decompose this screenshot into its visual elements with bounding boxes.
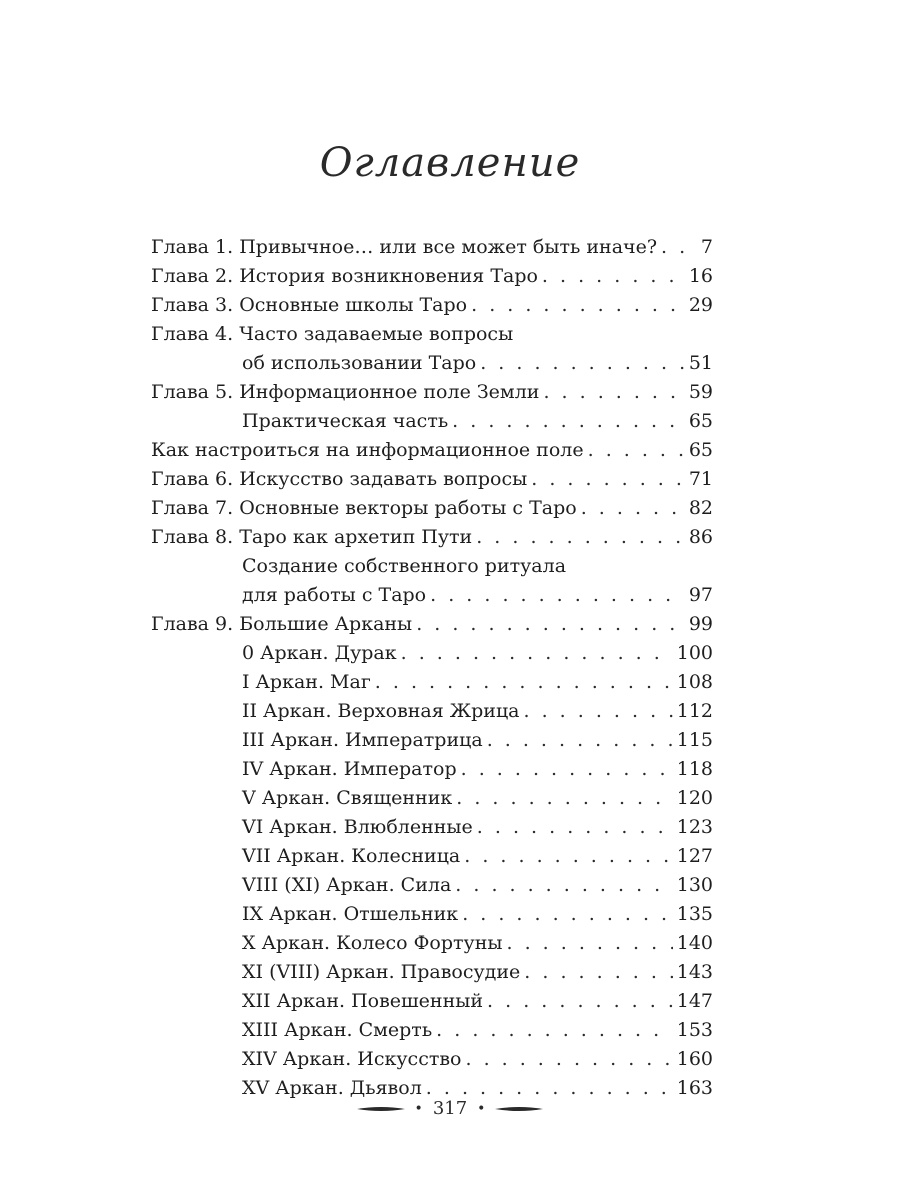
toc-entry-page: 130 [676,874,713,896]
page-title: Оглавление [319,140,581,186]
dot-leader [487,987,673,1016]
bullet-icon: • [414,1100,423,1117]
toc-entry-title: XV Аркан. Дьявол [242,1077,422,1099]
toc-entry-page: 112 [676,700,713,722]
toc-entry [151,871,713,900]
page-number: 317 [432,1098,468,1119]
toc-entry [151,552,713,581]
bullet-icon: • [477,1100,486,1117]
dot-leader [401,639,673,668]
dot-leader [507,929,673,958]
dot-leader [480,349,685,378]
toc-entry [151,581,713,610]
toc-entry-title: X Аркан. Колесо Фортуны [242,932,503,954]
toc-entry [151,639,713,668]
toc-entry-page: 86 [688,526,713,548]
toc-entry-title: Глава 2. История возникновения Таро [151,265,538,287]
toc-entry-page: 143 [676,961,713,983]
toc-entry [151,813,713,842]
toc-entry-title: Глава 1. Привычное… или все может быть иначе? [151,236,658,258]
dot-leader [543,378,684,407]
toc-entry-page: 65 [688,410,713,432]
toc-entry-page: 153 [676,1019,713,1041]
dot-leader [524,697,673,726]
toc-entry [151,900,713,929]
dot-leader [531,465,685,494]
toc-entry-title: для работы с Таро [242,584,427,606]
toc-entry-title: II Аркан. Верховная Жрица [242,700,520,722]
toc-entry [151,378,713,407]
toc-entry [151,465,713,494]
toc-entry-page: 97 [688,584,713,606]
dot-leader [430,581,685,610]
toc-entry-title: XII Аркан. Повешенный [242,990,484,1012]
toc-entry [151,320,713,349]
toc-entry [151,291,713,320]
dot-leader [661,233,697,262]
toc-entry-title: Глава 4. Часто задаваемые вопросы [151,323,514,345]
toc-entry-page: 16 [688,265,713,287]
toc-entry-page: 71 [688,468,713,490]
toc-entry-page: 7 [700,236,713,258]
toc-entry-title: IV Аркан. Император [242,758,457,780]
toc-entry [151,494,713,523]
toc-entry-title: V Аркан. Священник [242,787,453,809]
toc-entry-page: 118 [676,758,713,780]
toc-entry [151,987,713,1016]
toc-entry-page: 59 [688,381,713,403]
toc-entry-page: 127 [676,845,713,867]
toc-entry [151,262,713,291]
toc-entry-title: XI (VIII) Аркан. Правосудие [242,961,521,983]
dot-leader [581,494,685,523]
toc-entry [151,697,713,726]
dot-leader [464,842,672,871]
page-footer [0,1098,900,1119]
toc-entry-page: 29 [688,294,713,316]
toc-entry-page: 160 [676,1048,713,1070]
toc-entry [151,523,713,552]
toc-entry [151,726,713,755]
toc-entry-title: Создание собственного ритуала [242,555,567,577]
toc-entry [151,436,713,465]
toc-entry-page: 100 [676,642,713,664]
toc-entry-title: Глава 6. Искусство задавать вопросы [151,468,528,490]
toc-entry-title: Глава 7. Основные векторы работы с Таро [151,497,577,519]
dot-leader [452,407,685,436]
toc-entry [151,233,713,262]
toc-entry [151,929,713,958]
dot-leader [456,784,672,813]
toc-entry-title: Как настроиться на информационное поле [151,439,584,461]
toc-entry-page: 163 [676,1077,713,1099]
toc-entry-title: XIV Аркан. Искусство [242,1048,462,1070]
toc-entry-page: 108 [676,671,713,693]
toc-entry-title: 0 Аркан. Дурак [242,642,397,664]
dot-leader [461,755,673,784]
toc-entry [151,407,713,436]
toc-entry-title: Глава 5. Информационное поле Земли [151,381,540,403]
toc-entry [151,755,713,784]
dot-leader [375,668,673,697]
dot-leader [476,523,685,552]
toc-entry-title: Глава 8. Таро как архетип Пути [151,526,473,548]
right-ornament-icon [495,1105,543,1113]
dot-leader [465,1045,672,1074]
toc-entry [151,349,713,378]
dot-leader [416,610,685,639]
toc-entry [151,958,713,987]
toc-entry-title: об использовании Таро [242,352,477,374]
toc-entry-title: Практическая часть [242,410,449,432]
toc-entry-page: 82 [688,497,713,519]
toc-entry-page: 140 [676,932,713,954]
toc-entry-title: Глава 3. Основные школы Таро [151,294,468,316]
toc-entry-page: 115 [676,729,713,751]
table-of-contents [151,233,713,1103]
toc-entry-page: 123 [676,816,713,838]
toc-entry-title: IX Аркан. Отшельник [242,903,459,925]
dot-leader [455,871,672,900]
toc-entry [151,668,713,697]
toc-entry-page: 99 [688,613,713,635]
toc-entry [151,1045,713,1074]
toc-entry [151,842,713,871]
toc-entry-page: 120 [676,787,713,809]
dot-leader [588,436,685,465]
toc-entry-page: 65 [688,439,713,461]
dot-leader [487,726,673,755]
toc-entry-title: XIII Аркан. Смерть [242,1019,433,1041]
toc-entry [151,784,713,813]
dot-leader [462,900,673,929]
toc-entry-title: VIII (XI) Аркан. Сила [242,874,452,896]
toc-entry-title: VI Аркан. Влюбленные [242,816,473,838]
toc-entry-page: 51 [688,352,713,374]
toc-entry-page: 147 [676,990,713,1012]
toc-entry [151,1016,713,1045]
dot-leader [542,262,685,291]
toc-entry [151,610,713,639]
dot-leader [471,291,685,320]
toc-entry-title: III Аркан. Императрица [242,729,483,751]
dot-leader [477,813,673,842]
toc-entry-page: 135 [676,903,713,925]
toc-entry-title: I Аркан. Маг [242,671,371,693]
dot-leader [524,958,672,987]
dot-leader [436,1016,673,1045]
left-ornament-icon [357,1105,405,1113]
toc-entry-title: Глава 9. Большие Арканы [151,613,413,635]
toc-entry-title: VII Аркан. Колесница [242,845,461,867]
